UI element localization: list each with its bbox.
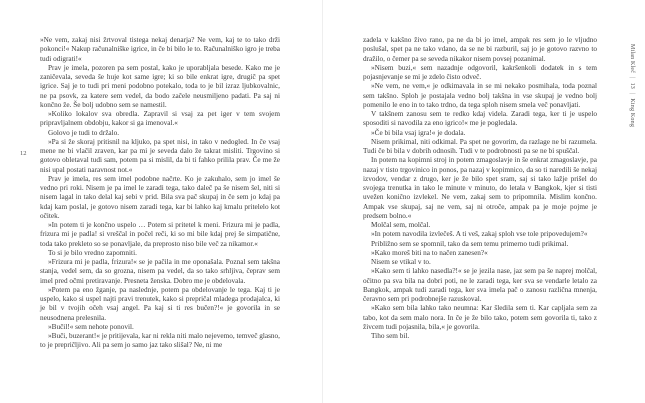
- paragraph: In potem na kopimni stroj in potem zmagoslavje in še enkrat zmagoslavje, pa nazaj v tisto trgovinico in ponos, pa nazaj v kopimnico, da so ti naredili še nekaj izvodov, vendar z drugo, ker je že bilo spet sram, saj si tako lažje prišel do svojega trenutka in tako le minute v minuto, do letala v Bangkok, kjer si tisti uvežen konično izvlekel. Ne vem, zakaj sem to pripomnila. Mislim končno. Ampak vse skupaj, saj ne vem, saj ni otroče, ampak pa je moje pojme je predsem bolno.«: [363, 156, 597, 220]
- paragraph: »Potem pa eno žganje, pa naslednje, potem pa obdelovanje le tega. Kaj ti je uspelo, kako si uspel najti pravi trenutek, kako si prepričal mladega prodajalca, ki je bil v tvojih očeh vsaj angel. Pa kaj si ti res bučen?!« je govorila in se neusodnena prelesnila.: [40, 285, 280, 322]
- paragraph: Prav je imela, pozoren pa sem postal, kako je uporabljala besede. Kako me je zaničevala, seveda še huje kot same igre; ki so bile enkrat igre, drugič pa spet igrice. Saj je to tudi pri meni podobno potekalo, toda to je bil izraz ljubkovalnic, ne pa psovk, za katere sem vedel, da bodo začele neusmiljeno padati. Pa saj ni končno že. Še bolj udobno sem se namestil.: [40, 63, 280, 109]
- paragraph: Molčal sem, molčal.: [371, 221, 431, 229]
- paragraph: Približno sem se spomnil, tako da sem temu primerno tudi prikimal.: [371, 239, 569, 248]
- paragraph: Prav je imela, res sem imel podobne načrte. Ko je zakuhalo, sem jo imel še vedno pri roki. Nisem je pa imel le zaradi tega, tako daleč pa še nisem šel, niti si nisem lagal in tako delal kaj sebi v prid. Bila sva pač skupaj in če sem jo kdaj pa kdaj kam poslal, je gotovo nisem zaradi tega, kar bi lahko kaj kmalu pritelelo kot očitek.: [40, 174, 280, 220]
- paragraph: »Buči, buzerant!« je pritijevala, kar ni rekla niti malo nejevemo, temveč glasno, to je prepričljivo. Ali pa sem jo samo jaz tako slišal? Ne, ni me: [40, 332, 280, 350]
- right-page: [323, 0, 645, 403]
- paragraph: »Ne vem, zakaj nisi žrtvoval tistega nekaj denarja? Ne vem, kaj te to tako drži pokonci!« Nakup računalniške igrice, in če bi bilo le to. Računalniško igro je treba tudi odigrati!«: [40, 36, 280, 63]
- paragraph: »Kako sem bila lahko tako neumna: Kar šledila sem ti. Kar capljala sem za tabo, kot da sem malo nora. In če je že bilo tako, potem sem govorila ti, tako z živcem tudi pojasnila, bila,« je govorila.: [363, 304, 597, 331]
- left-page: [0, 0, 322, 403]
- page-number-right: 13: [629, 82, 635, 89]
- paragraph: »Pa si že skoraj pritisnil na kljuko, pa spet nisi, in tako v nedogled. In če vsaj mene ne bi vlačil zraven, kar pa mi je seveda dalo že takrat misliti. Trgovino si gotovo obletaval tudi sam, potem pa si mislil, da bi ti fahko prilila prav. Če me že nisi upal postati naravnost not.«: [40, 137, 280, 174]
- paragraph: To si je bilo vredno zapomniti.: [48, 248, 137, 257]
- page-number-left: 12: [20, 150, 27, 157]
- paragraph: »Frizura mi je padla, frizura!« se je pačila in me oponašala. Poznal sem takšna stanja, vedel sem, da so grozna, nisem pa vedel, da so tako srhljiva, čeprav sem imel pred očmi pretiravanje. Presneta ženska. Dobro me je obdelovala.: [40, 258, 280, 285]
- paragraph: »Kako moreš biti na to načen zanesen?«: [371, 248, 488, 257]
- paragraph: »In potem ti je končno uspelo … Potem si pritetel k meni. Frizura mi je padla, frizura mi je padla! si vreščal in počel reči, ki so mi bile kdaj prej še simpatične, toda tako prekleto so se ponavljale, da preprosto niso bile več za nikamor.«: [40, 221, 280, 248]
- running-head-title: King Kong: [629, 98, 635, 128]
- paragraph: V takšnem zanosu sem te redko kdaj videla. Zaradi tega, ker ti je uspelo sposoditi si navodila za eno igrico!« me je pogledala.: [363, 110, 597, 128]
- running-head: Milan Kleč|13|King Kong: [629, 44, 635, 128]
- paragraph: Tiho sem bil.: [371, 332, 410, 340]
- paragraph: »Koliko lokalov sva obredla. Zapravil si vsaj za pet iger v tem svojem pripravljalnem obdobju, kakor si ga imenoval.«: [40, 110, 280, 128]
- paragraph: »In potem navodila izvlečeš. A ti veš, zakaj sploh vse tole pripovedujem?«: [371, 230, 588, 239]
- right-text-block: [363, 36, 597, 341]
- running-head-author: Milan Kleč: [629, 44, 635, 74]
- paragraph: »Kako sem ti lahko nasedla?!« se je jezila nase, jaz sem pa še naprej molčal, očitno pa sva bila na dobri poti, ne le zaradi tega, ker sva se vendarle letalo za Bangkok, ampak tudi zaradi tega, ker sva imela pač o zanosu različna mnenja, čeravno sem pri podrobnejše razuskoval.: [363, 267, 597, 303]
- paragraph: »Bučil!« sem nehote ponovil.: [48, 322, 134, 331]
- paragraph: Nisem se vtikal v to.: [371, 258, 431, 266]
- paragraph: Golovo je tudi to držalo.: [48, 128, 120, 137]
- left-text-block: [40, 36, 280, 351]
- paragraph: »Nisem buzi,« sem nazadnje odgovoril, kakršenkoli dodatek in s tem pojasnjevanje se mi je zdelo čisto odveč.: [363, 63, 597, 81]
- paragraph: »Če bi bila vsaj igra!« je dodala.: [371, 128, 466, 137]
- paragraph: Nisem prikimal, niti odkimal. Pa spet ne govorim, da razlage ne bi razumela. Tudi če bi bila v dobrih odnosih. Tudi v te podrobnosti pa se ne bi spuščal.: [363, 137, 597, 155]
- paragraph: zadela v kakšno živo rano, pa ne da bi jo imel, ampak res sem jo le vljudno poslušal, spet pa ne tako vdano, da se ne bi razburil, saj jo je gotovo razvno to dražilo, o čemer pa se seveda nikakor nisem povsej pozanimal.: [363, 36, 597, 63]
- paragraph: »Ne vem, ne vem,« je odkimavala in se mi nekako posmihala, toda poznal sem takšno. Sploh je postajala vedno bolj takšna in vse skupaj je vedno bolj pomenilo le eno in to tako trdno, da tega sploh nisem smela več ponavljati.: [363, 82, 597, 109]
